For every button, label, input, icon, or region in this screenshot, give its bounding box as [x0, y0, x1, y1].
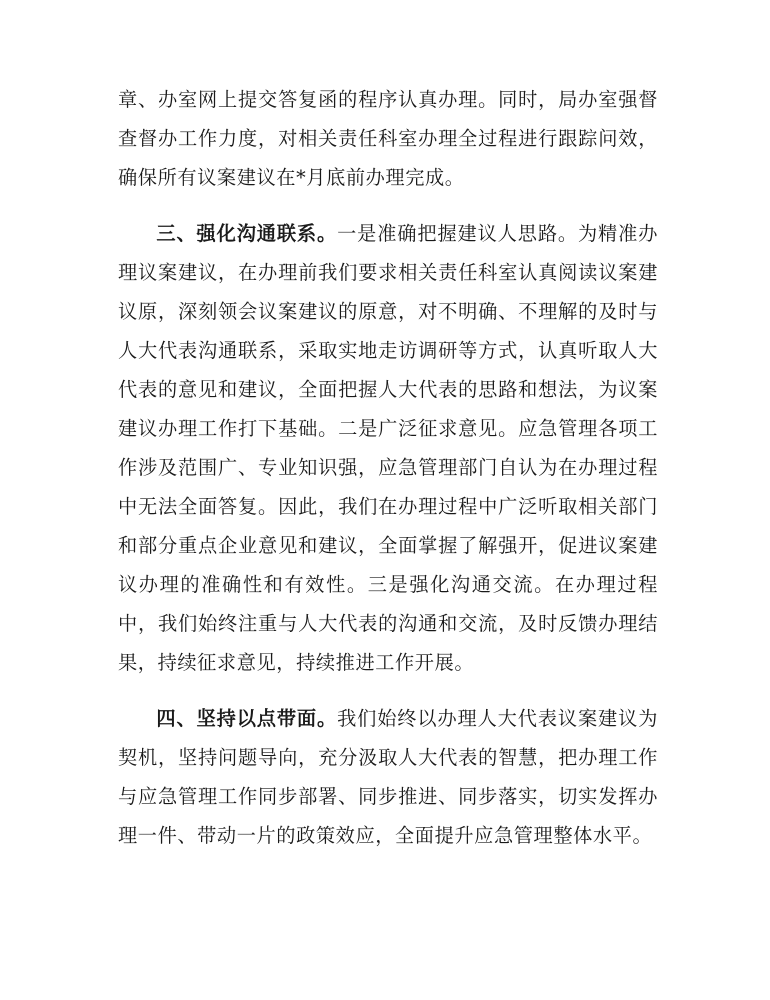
paragraph-body: 我们始终以办理人大代表议案建议为契机，坚持问题导向，充分汲取人大代表的智慧，把办理工作与应急管理工作同步部署、同步推进、同步落实，切实发挥办理一件、带动一片的政策效应，全面提升应急管理整体水平。 — [118, 707, 658, 847]
section-heading: 四、坚持以点带面。 — [156, 707, 338, 730]
paragraph-body: 章、办室网上提交答复函的程序认真办理。同时，局办室强督查督办工作力度，对相关责任科室办理全过程进行跟踪问效，确保所有议案建议在*月底前办理完成。 — [118, 88, 658, 189]
section-heading: 三、强化沟通联系。 — [156, 222, 338, 245]
document-page — [118, 80, 658, 855]
paragraph-continuation — [118, 80, 658, 197]
paragraph-section-three — [118, 214, 658, 682]
paragraph-body: 一是准确把握建议人思路。为精准办理议案建议，在办理前我们要求相关责任科室认真阅读议案建议原，深刻领会议案建议的原意，对不明确、不理解的及时与人大代表沟通联系，采取实地走访调研等方式，认真听取人大代表的意见和建议，全面把握人大代表的思路和想法，为议案建议办理工作打下基础。二是广泛征求意见。应急管理各项工作涉及范围广、专业知识强，应急管理部门自认为在办理过程中无法全面答复。因此，我们在办理过程中广泛听取相关部门和部分重点企业意见和建议，全面掌握了解强开，促进议案建议办理的准确性和有效性。三是强化沟通交流。在办理过程中，我们始终注重与人大代表的沟通和交流，及时反馈办理结果，持续征求意见，持续推进工作开展。 — [118, 222, 658, 674]
paragraph-section-four — [118, 699, 658, 855]
